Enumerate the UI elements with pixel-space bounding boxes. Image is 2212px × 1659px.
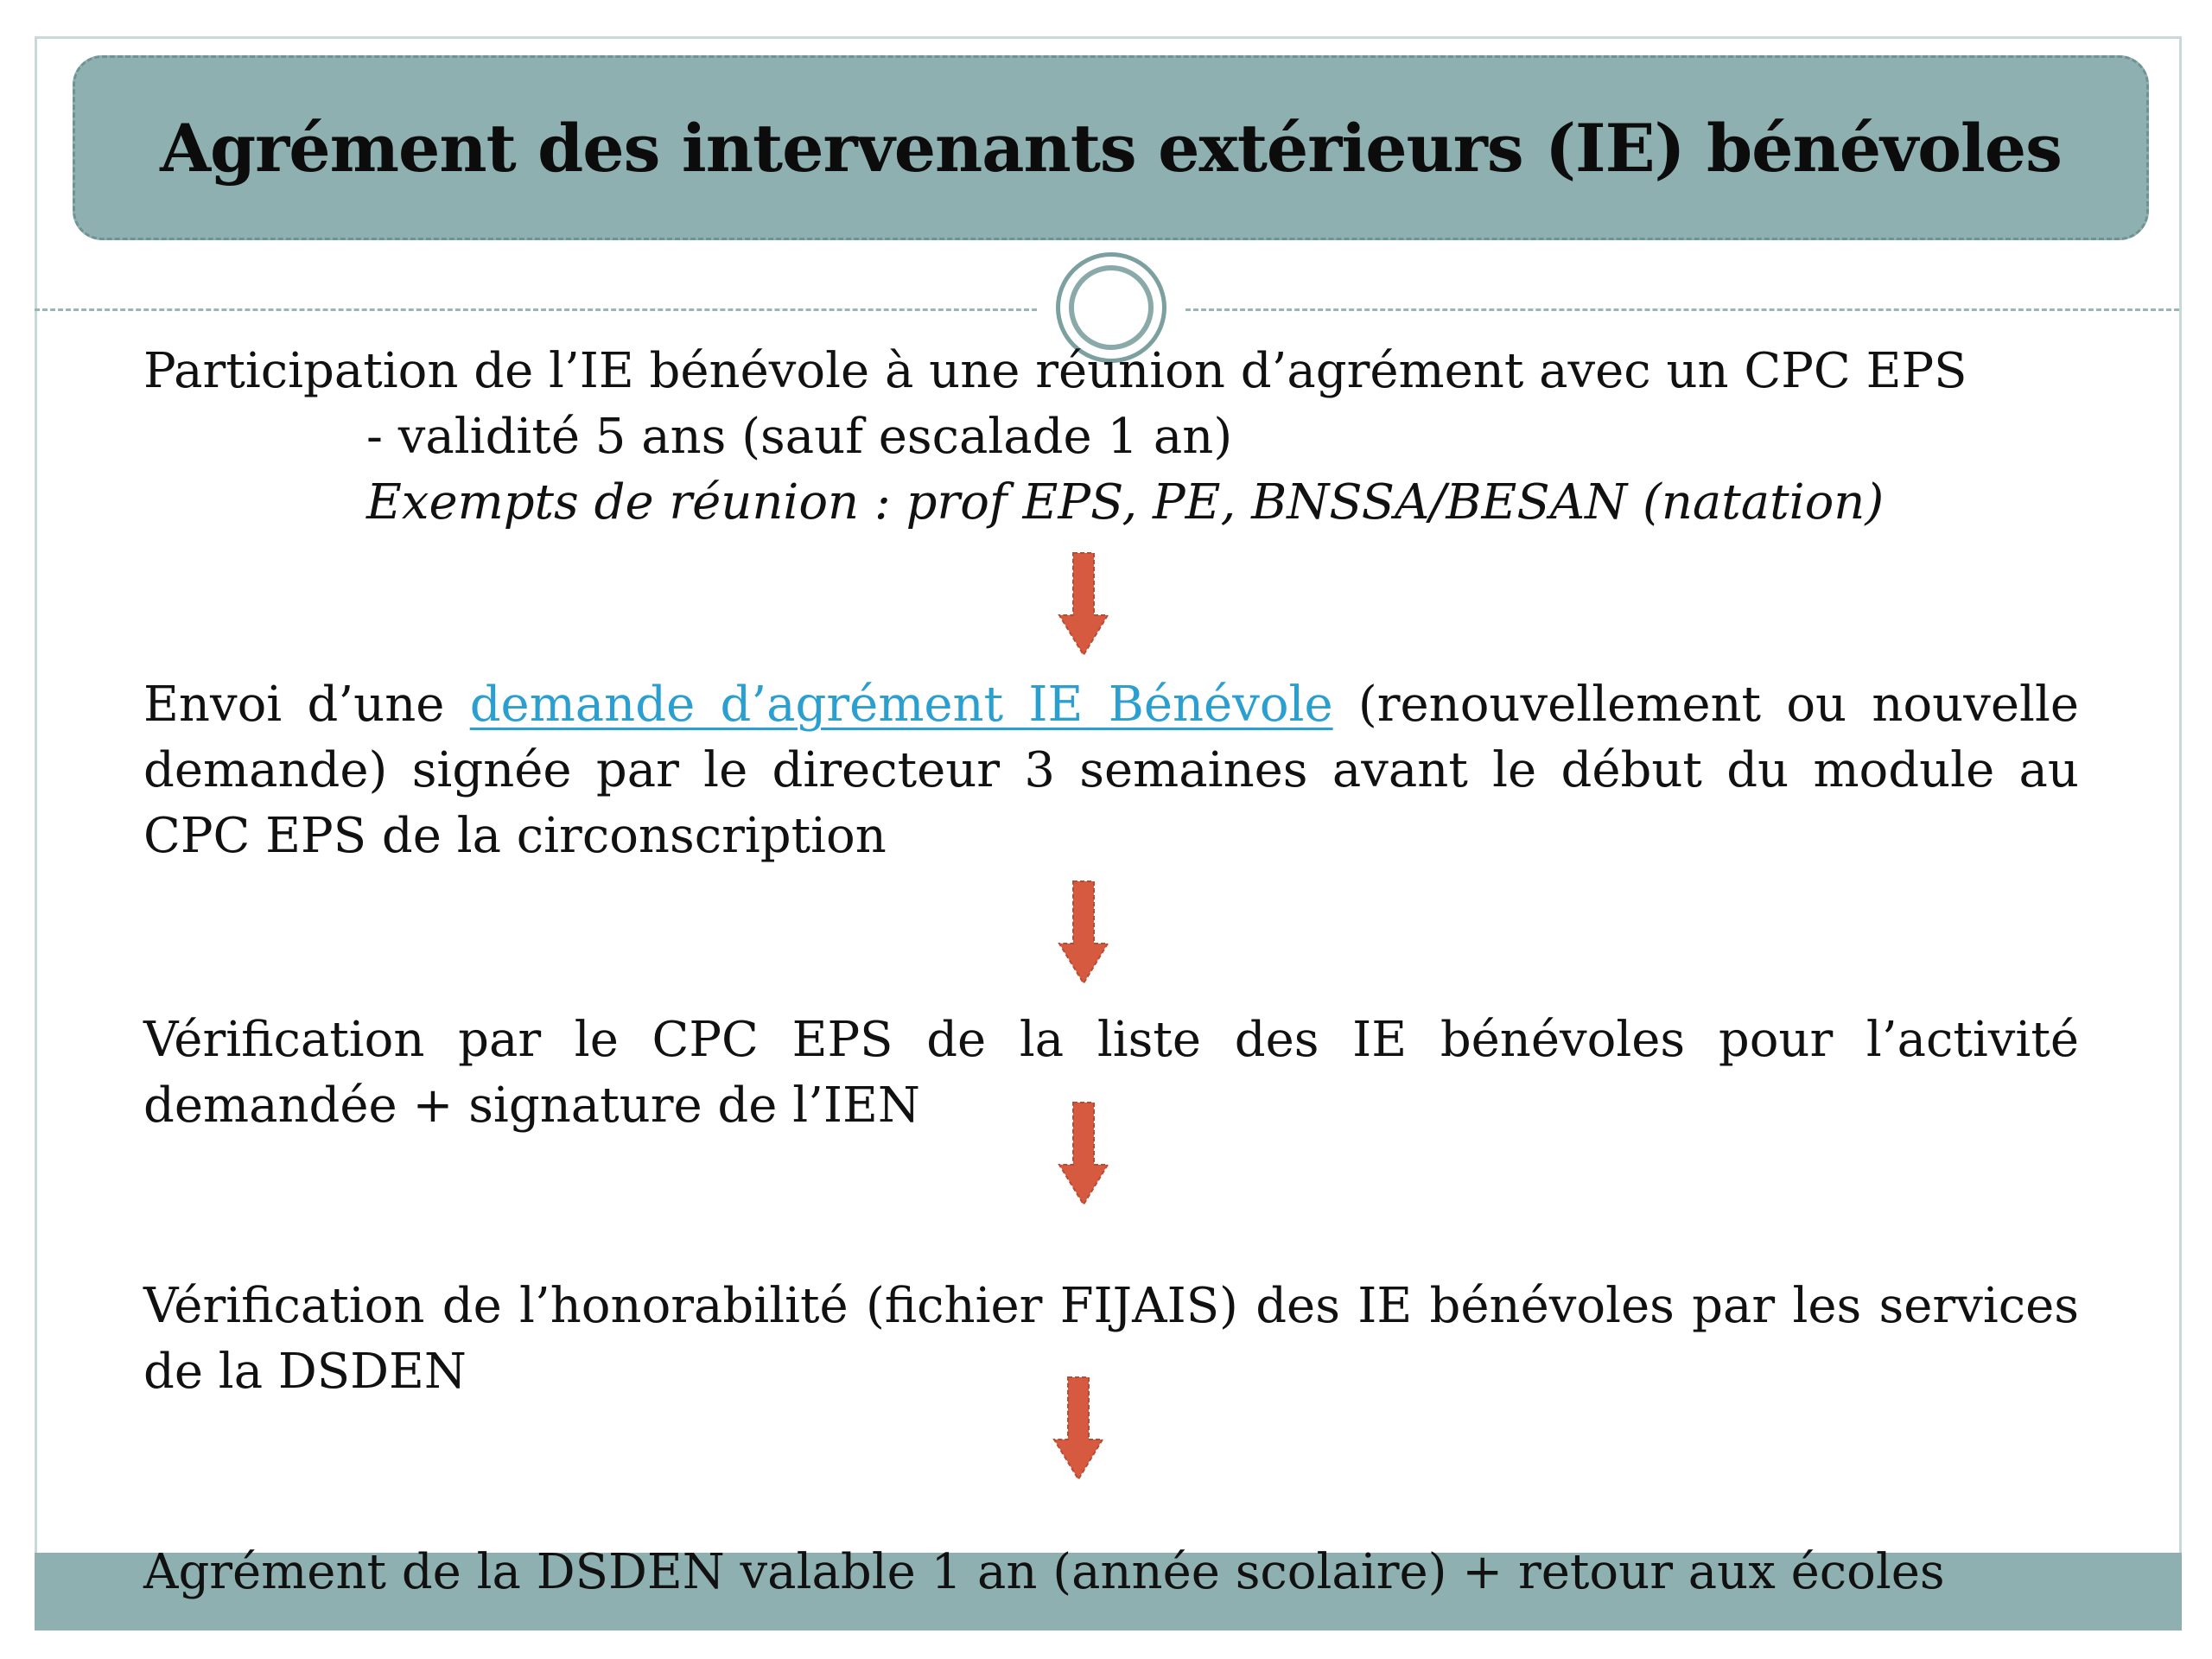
divider-right <box>1185 308 2179 311</box>
step-2-prefix: Envoi d’une <box>143 677 470 733</box>
step-4 <box>143 1274 2079 1405</box>
step-1-main: Participation de l’IE bénévole à une réunion d’agrément avec un CPC EPS <box>143 343 1967 399</box>
down-arrow-icon <box>1058 1101 1109 1208</box>
step-3-text: Vérification par le CPC EPS de la liste des IE bénévoles pour l’activité demandée + signature de l’IEN <box>143 1012 2079 1134</box>
step-1-exemptions: Exempts de réunion : prof EPS, PE, BNSSA/BESAN (natation) <box>366 474 1885 531</box>
divider-left <box>35 308 1037 311</box>
step-1-validity: - validité 5 ans (sauf escalade 1 an) <box>366 409 1233 465</box>
step-2-suffix: (renouvellement ou nouvelle demande) signée par le directeur 3 semaines avant le début du module au CPC EPS de la circonscription <box>143 677 2079 864</box>
step-5-text: Agrément de la DSDEN valable 1 an (année scolaire) + retour aux écoles <box>143 1544 1945 1600</box>
down-arrow-icon <box>1058 880 1109 987</box>
step-1 <box>143 339 2079 536</box>
down-arrow-icon <box>1052 1376 1104 1483</box>
step-2 <box>143 672 2079 869</box>
down-arrow-icon <box>1058 551 1109 658</box>
title-banner <box>73 55 2149 240</box>
step-3 <box>143 1007 2079 1139</box>
step-4-text: Vérification de l’honorabilité (fichier FIJAIS) des IE bénévoles par les services de la DSDEN <box>143 1278 2079 1400</box>
slide-title: Agrément des intervenants extérieurs (IE) bénévoles <box>160 109 2062 187</box>
circle-ring-inner <box>1069 265 1154 350</box>
agrement-request-link[interactable]: demande d’agrément IE Bénévole <box>469 677 1333 733</box>
